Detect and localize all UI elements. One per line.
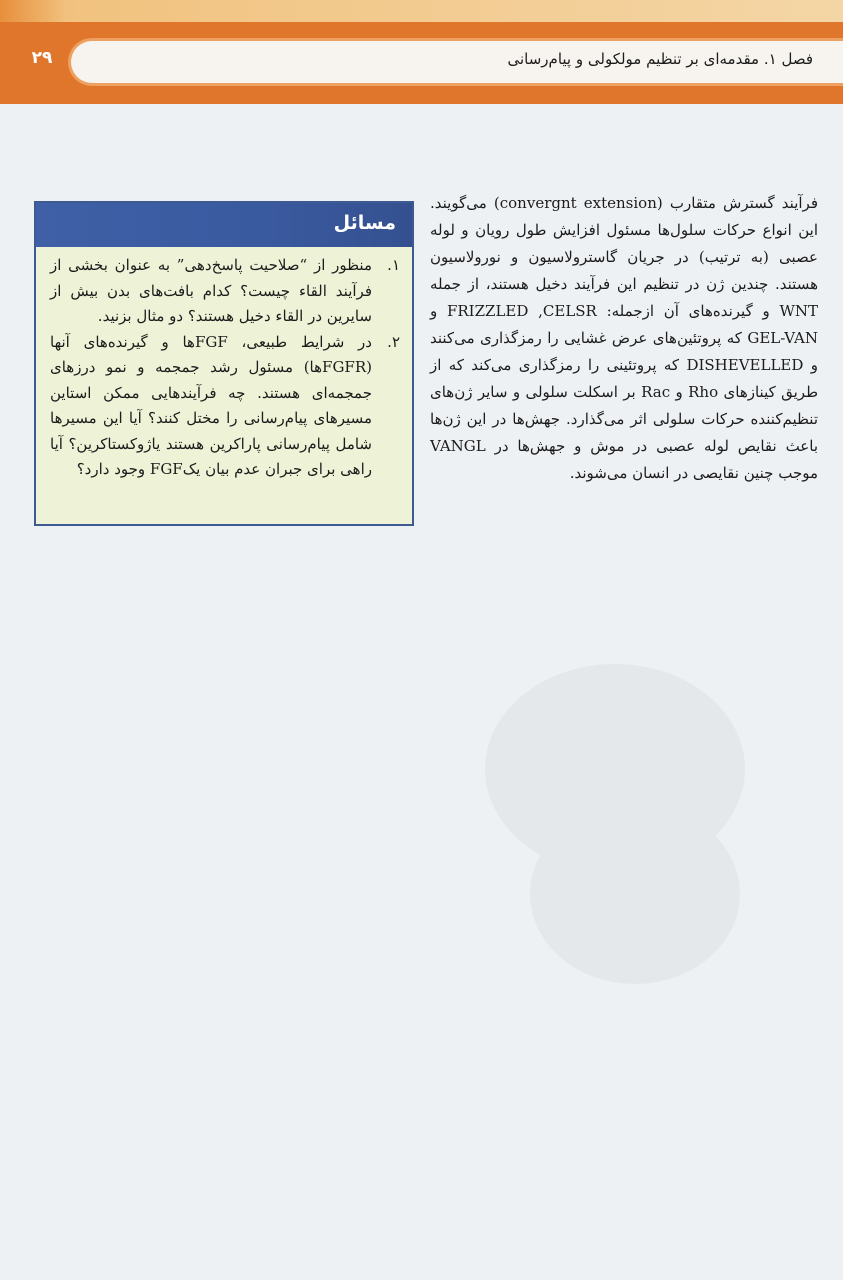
problem-number: ۱. — [387, 256, 400, 274]
main-paragraph: فرآیند گسترش متقارب (convergnt extension) می‌گویند. این انواع حرکات سلول‌ها مسئول افزایش طول رویان و لوله عصبی (به ترتیب) در جریان گاسترولاسیون و نورولاسیون هستند. چندین ژن در تنظیم این فرآیند دخیل هستند، از جمله WNT و گیرنده‌های آن ازجمله: FRIZZLED ,CELSR و GEL-VAN که پروتئین‌های عرض غشایی را رمزگذاری می‌کنند و DISHEVELLED که پروتئینی را رمزگذاری می‌کند که از طریق کینازهای Rho و Rac بر اسکلت سلولی و سایر ژن‌های تنظیم‌کننده حرکات سلولی اثر می‌گذارد. جهش‌ها در این ژن‌ها باعث نقایص لوله عصبی در موش و جهش‌ها در VANGL موجب چنین نقایصی در انسان می‌شوند. — [430, 194, 819, 482]
bleed-through-figure — [530, 804, 740, 984]
problems-list — [50, 253, 400, 483]
problem-item — [50, 253, 400, 330]
chapter-title: فصل ۱. مقدمه‌ای بر تنظیم مولکولی و پیام‌رسانی — [507, 50, 813, 68]
page-number: ۲۹ — [31, 48, 53, 68]
problems-box — [34, 201, 414, 526]
main-text-column — [430, 190, 818, 487]
problems-header — [36, 203, 412, 247]
problem-number: ۲. — [387, 332, 400, 351]
page-body — [0, 104, 843, 1280]
problem-text: منظور از “صلاحیت پاسخ‌دهی” به عنوان بخشی از فرآیند القاء چیست؟ کدام بافت‌های بدن بیش از سایرین در القاء دخیل هستند؟ دو مثال بزنید. — [50, 256, 372, 325]
problems-title: مسائل — [333, 212, 396, 234]
problem-item — [50, 330, 400, 483]
problem-text: در شرایط طبیعی، FGFها و گیرنده‌های آنها (FGFRها) مسئول رشد جمجمه و نمو درزهای جمجمه‌ای هستند. چه فرآیندهایی ممکن استاین مسیرهای پیام‌رسانی را مختل کنند؟ آیا این مسیرها شامل پیام‌رسانی پاراکرین هستند یاژوکستاکرین؟ آیا راهی برای جبران عدم بیان یکFGF وجود دارد؟ — [50, 332, 372, 478]
chapter-header — [68, 38, 843, 86]
top-decorative-strip — [0, 0, 843, 22]
